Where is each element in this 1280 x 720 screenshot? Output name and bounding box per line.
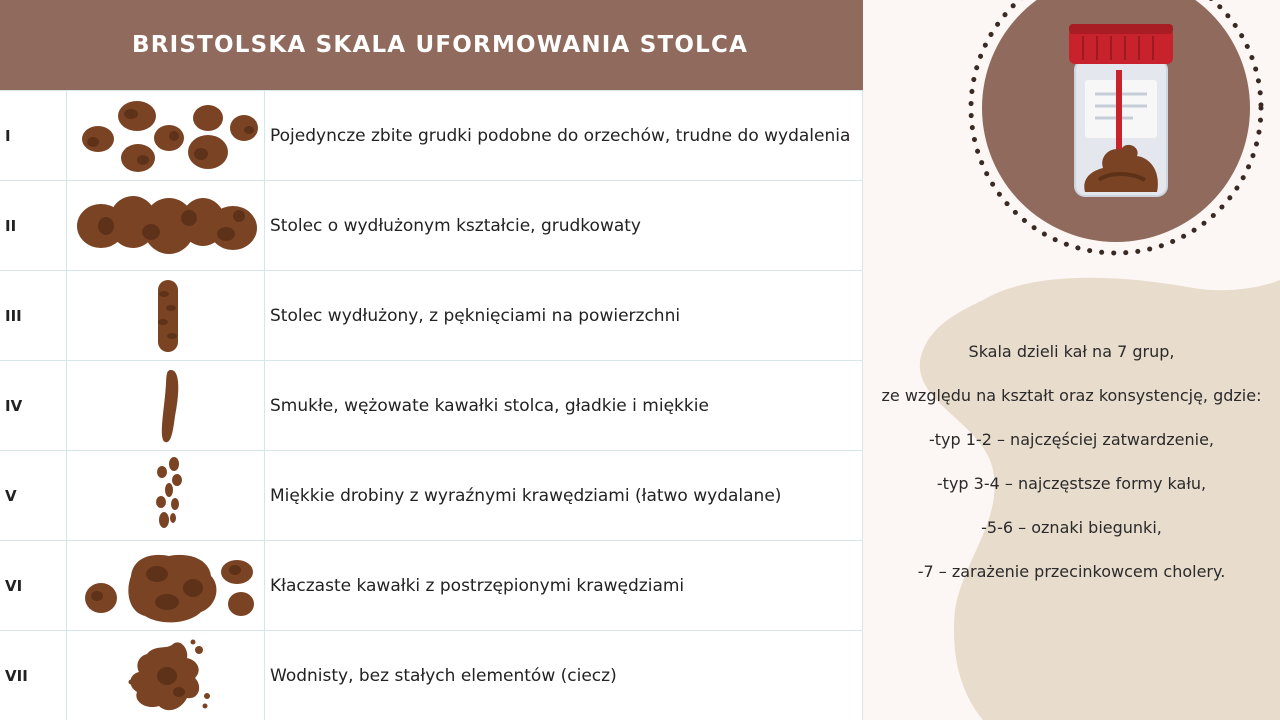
- stool-type-3-icon: [67, 271, 265, 360]
- type-number: V: [0, 451, 67, 540]
- table-row: [0, 270, 863, 360]
- type-number: IV: [0, 361, 67, 450]
- info-line: ze względu na kształt oraz konsystencję, gdzie:: [881, 386, 1262, 405]
- type-description: Smukłe, wężowate kawałki stolca, gładkie i miękkie: [270, 395, 709, 416]
- type-description: Wodnisty, bez stałych elementów (ciecz): [270, 665, 617, 686]
- type-number: VII: [0, 631, 67, 720]
- type-number: III: [0, 271, 67, 360]
- info-line: Skala dzieli kał na 7 grup,: [968, 342, 1175, 361]
- table-row: [0, 630, 863, 720]
- info-text: [863, 330, 1280, 594]
- page-title: BRISTOLSKA SKALA UFORMOWANIA STOLCA: [132, 32, 749, 58]
- type-description: Pojedyncze zbite grudki podobne do orzechów, trudne do wydalenia: [270, 125, 851, 146]
- type-description: Stolec wydłużony, z pęknięciami na powierzchni: [270, 305, 681, 326]
- info-line: -typ 1-2 – najczęściej zatwardzenie,: [928, 430, 1215, 449]
- table-row: [0, 180, 863, 270]
- header-banner: [0, 0, 863, 90]
- type-number: II: [0, 181, 67, 270]
- stool-type-4-icon: [67, 361, 265, 450]
- type-number: I: [0, 91, 67, 180]
- stool-type-7-icon: [67, 631, 265, 720]
- type-number: VI: [0, 541, 67, 630]
- stool-type-5-icon: [67, 451, 265, 540]
- table-row: [0, 90, 863, 180]
- stool-type-1-icon: [67, 91, 265, 180]
- info-line: -5-6 – oznaki biegunki,: [981, 518, 1162, 537]
- info-line: -7 – zarażenie przecinkowcem cholery.: [917, 562, 1226, 581]
- info-line: -typ 3-4 – najczęstsze formy kału,: [936, 474, 1207, 493]
- specimen-jar-icon: [1069, 24, 1173, 196]
- table-row: [0, 360, 863, 450]
- type-description: Miękkie drobiny z wyraźnymi krawędziami (łatwo wydalane): [270, 485, 782, 506]
- table-row: [0, 450, 863, 540]
- type-description: Kłaczaste kawałki z postrzępionymi krawędziami: [270, 575, 685, 596]
- bristol-scale-table: [0, 90, 863, 720]
- type-description: Stolec o wydłużonym kształcie, grudkowaty: [270, 215, 641, 236]
- stool-type-2-icon: [67, 181, 265, 270]
- stool-type-6-icon: [67, 541, 265, 630]
- table-row: [0, 540, 863, 630]
